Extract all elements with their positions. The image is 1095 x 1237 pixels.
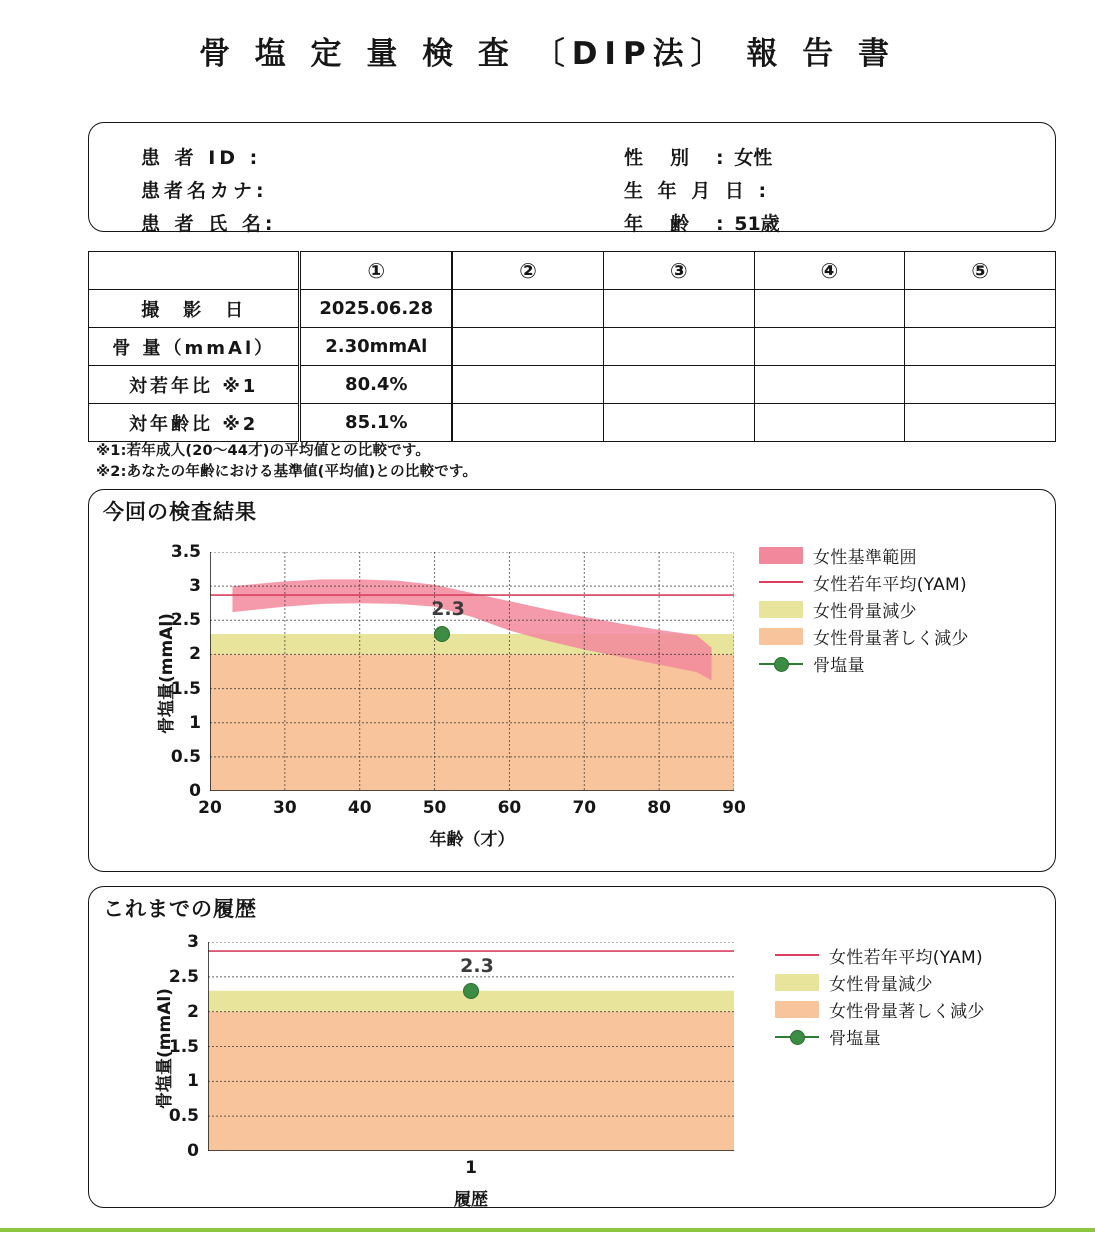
data-point-label: 2.3 <box>431 597 465 620</box>
chart-current-legend <box>759 542 969 677</box>
legend-swatch-icon <box>759 547 803 564</box>
legend-item-label: 女性骨量著しく減少 <box>813 629 969 649</box>
table-header-row <box>89 252 1056 290</box>
legend-item-label: 女性若年平均(YAM) <box>813 575 967 595</box>
legend-item <box>759 650 969 677</box>
patient-id-field <box>141 143 261 170</box>
panel-history-title: これまでの履歴 <box>103 897 257 921</box>
panel-current-result <box>88 489 1056 872</box>
x-axis-tick: 20 <box>198 798 222 818</box>
y-axis-tick: 0 <box>189 781 201 801</box>
cell-yam-ratio-4 <box>754 366 905 404</box>
table-row <box>89 290 1056 328</box>
cell-age-ratio-2 <box>452 404 603 442</box>
legend-item-label: 女性基準範囲 <box>813 548 917 568</box>
table-col-3: ③ <box>603 252 754 290</box>
cell-bone-mass-3 <box>603 328 754 366</box>
x-axis-tick: 30 <box>273 798 297 818</box>
patient-age-label: 年 齢 : <box>624 213 728 235</box>
cell-bone-mass-2 <box>452 328 603 366</box>
patient-sex-value: 女性 <box>734 147 773 169</box>
row-label-bone-mass: 骨 量（mmAl） <box>89 328 300 366</box>
patient-kana-label: 患者名カナ: <box>141 180 268 202</box>
y-axis-tick: 0 <box>187 1141 199 1161</box>
cell-scan-date-5 <box>905 290 1056 328</box>
cell-scan-date-1: 2025.06.28 <box>300 290 452 328</box>
x-axis-tick: 90 <box>722 798 746 818</box>
legend-item-label: 女性骨量減少 <box>813 602 917 622</box>
cell-age-ratio-3 <box>603 404 754 442</box>
legend-item <box>759 623 969 650</box>
legend-item-label: 女性骨量減少 <box>829 975 933 995</box>
x-axis-tick: 80 <box>647 798 671 818</box>
patient-kana-field <box>141 176 268 203</box>
legend-swatch-icon <box>759 601 803 618</box>
table-col-4: ④ <box>754 252 905 290</box>
legend-item <box>775 942 985 969</box>
patient-age-value: 51歳 <box>734 213 780 235</box>
legend-item-label: 骨塩量 <box>829 1029 881 1049</box>
table-row <box>89 404 1056 442</box>
row-label-yam-ratio: 対若年比 ※1 <box>89 366 300 404</box>
legend-line-icon <box>775 947 819 964</box>
cell-scan-date-4 <box>754 290 905 328</box>
cell-scan-date-3 <box>603 290 754 328</box>
results-table <box>88 251 1056 442</box>
table-row <box>89 328 1056 366</box>
data-point-marker <box>463 983 479 999</box>
y-axis-tick: 3 <box>189 576 201 597</box>
cell-yam-ratio-2 <box>452 366 603 404</box>
cell-yam-ratio-5 <box>905 366 1056 404</box>
legend-item <box>775 969 985 996</box>
legend-marker-icon <box>775 1028 819 1045</box>
cell-yam-ratio-3 <box>603 366 754 404</box>
table-col-2: ② <box>452 252 603 290</box>
patient-info-box <box>88 122 1056 235</box>
y-axis-tick: 2 <box>187 1001 199 1022</box>
cell-age-ratio-1: 85.1% <box>300 404 452 442</box>
y-axis-label: 骨塩量(mmAl) <box>157 612 177 734</box>
table-col-5: ⑤ <box>905 252 1056 290</box>
legend-marker-icon <box>759 655 803 672</box>
table-col-1: ① <box>300 252 452 290</box>
panel-current-title: 今回の検査結果 <box>103 500 257 524</box>
x-axis-tick: 40 <box>347 798 372 818</box>
data-point-label: 2.3 <box>460 954 494 977</box>
legend-item <box>775 1023 985 1050</box>
data-point-marker <box>434 626 450 642</box>
x-axis-tick: 60 <box>497 798 522 818</box>
y-axis-tick: 0.5 <box>168 1106 199 1127</box>
page-title: 骨 塩 定 量 検 査 〔DIP法〕 報 告 書 <box>198 36 897 72</box>
patient-birthdate-field <box>624 176 770 203</box>
x-axis-category: 1 <box>465 1158 477 1178</box>
footnotes <box>96 441 796 483</box>
y-axis-tick: 1 <box>189 712 201 733</box>
legend-item <box>759 569 969 596</box>
patient-sex-label: 性 別 : <box>624 147 728 169</box>
patient-name-label: 患 者 氏 名: <box>141 213 277 235</box>
patient-id-label: 患 者 ID : <box>141 147 262 169</box>
patient-sex-field <box>624 143 772 170</box>
y-axis-tick: 2 <box>189 644 201 665</box>
cell-bone-mass-4 <box>754 328 905 366</box>
footnote-1: ※1:若年成人(20～44才)の平均値との比較です。 <box>96 443 431 459</box>
table-row <box>89 366 1056 404</box>
chart-plot-area <box>210 552 734 791</box>
legend-swatch-icon <box>775 974 819 991</box>
chart-history <box>155 932 734 1210</box>
legend-swatch-icon <box>759 628 803 645</box>
legend-item <box>759 596 969 623</box>
y-axis-tick: 3.5 <box>170 542 201 562</box>
legend-item-label: 女性骨量著しく減少 <box>829 1002 985 1022</box>
patient-birthdate-label: 生 年 月 日 : <box>624 180 771 202</box>
legend-item <box>775 996 985 1023</box>
legend-item <box>759 542 969 569</box>
chart-history-legend <box>775 942 985 1050</box>
x-axis-tick: 70 <box>572 798 597 818</box>
y-axis-tick: 0.5 <box>170 746 201 767</box>
panel-history <box>88 886 1056 1208</box>
y-axis-tick: 1.5 <box>170 678 201 699</box>
y-axis-tick: 2.5 <box>168 966 199 987</box>
cell-age-ratio-5 <box>905 404 1056 442</box>
y-axis-tick: 1 <box>187 1071 199 1092</box>
legend-item-label: 骨塩量 <box>813 656 865 676</box>
legend-swatch-icon <box>775 1001 819 1018</box>
x-axis-label: 履歴 <box>454 1190 488 1210</box>
cell-bone-mass-1: 2.30mmAl <box>300 328 452 366</box>
x-axis-tick: 50 <box>422 798 447 818</box>
table-corner-cell <box>89 252 300 290</box>
y-axis-label: 骨塩量(mmAl) <box>155 987 175 1109</box>
y-axis-tick: 1.5 <box>168 1036 199 1057</box>
footnote-2: ※2:あなたの年齢における基準値(平均値)との比較です。 <box>96 464 478 480</box>
y-axis-tick: 2.5 <box>170 610 201 631</box>
cell-age-ratio-4 <box>754 404 905 442</box>
cell-bone-mass-5 <box>905 328 1056 366</box>
cell-yam-ratio-1: 80.4% <box>300 366 452 404</box>
row-label-scan-date: 撮 影 日 <box>89 290 300 328</box>
cell-scan-date-2 <box>452 290 603 328</box>
chart-current-result <box>157 542 746 850</box>
row-label-age-ratio: 対年齢比 ※2 <box>89 404 300 442</box>
x-axis-label: 年齢（才） <box>429 830 515 850</box>
patient-age-field <box>624 209 780 236</box>
y-axis-tick: 3 <box>187 932 199 952</box>
patient-name-field <box>141 209 276 236</box>
bottom-accent-rule <box>0 1228 1095 1232</box>
legend-item-label: 女性若年平均(YAM) <box>829 948 983 968</box>
legend-line-icon <box>759 574 803 591</box>
